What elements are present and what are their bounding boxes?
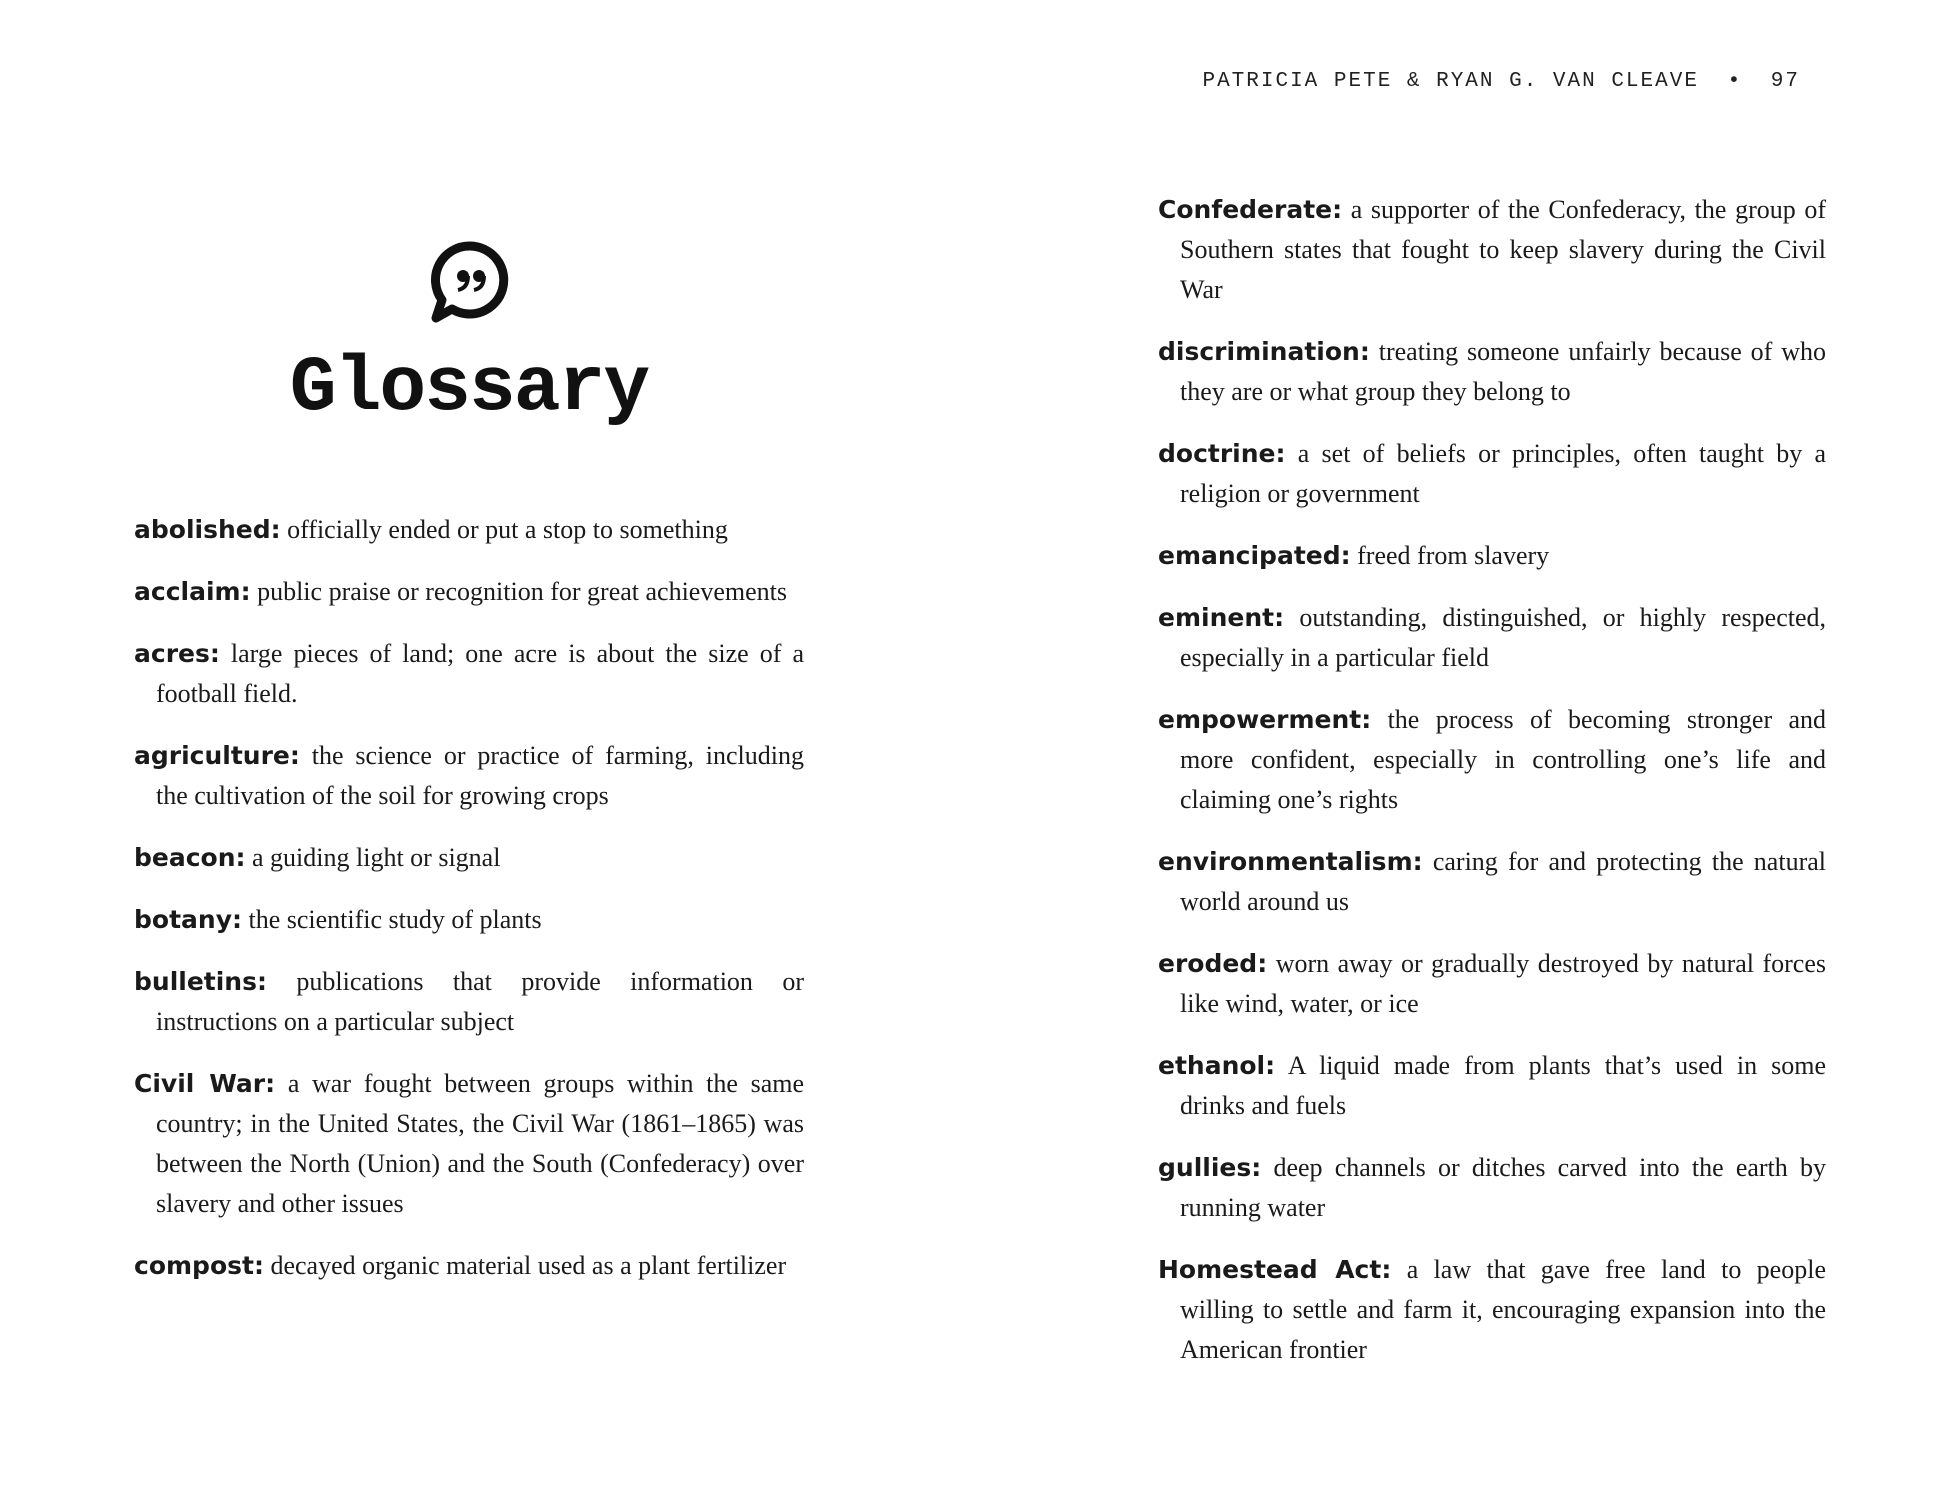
quote-bubble-icon [428,240,512,324]
glossary-entry [134,1246,804,1286]
glossary-definition: a law that gave free land to people willing to settle and farm it, encouraging expansion into the American frontier [1180,1255,1826,1364]
glossary-definition: the scientific study of plants [248,905,542,934]
glossary-entry [134,838,804,878]
glossary-definition: A liquid made from plants that’s used in some drinks and fuels [1180,1051,1826,1120]
glossary-list-left [134,510,804,1308]
glossary-entry [1158,598,1826,678]
glossary-definition: large pieces of land; one acre is about the size of a football field. [156,639,804,708]
glossary-definition: public praise or recognition for great achievements [257,577,787,606]
glossary-term: botany: [134,905,242,934]
glossary-term: Civil War: [134,1069,276,1098]
glossary-definition: decayed organic material used as a plant fertilizer [270,1251,787,1280]
glossary-term: agriculture: [134,741,300,770]
glossary-term: doctrine: [1158,439,1286,468]
glossary-term: bulletins: [134,967,267,996]
glossary-definition: freed from slavery [1357,541,1550,570]
glossary-entry [1158,1250,1826,1370]
glossary-term: emancipated: [1158,541,1351,570]
glossary-entry [1158,536,1826,576]
glossary-term: beacon: [134,843,246,872]
glossary-term: abolished: [134,515,281,544]
glossary-entry [134,900,804,940]
glossary-definition: outstanding, distinguished, or highly respected, especially in a particular field [1180,603,1827,672]
glossary-entry [1158,944,1826,1024]
glossary-term: eminent: [1158,603,1285,632]
glossary-entry [134,634,804,714]
glossary-entry [1158,190,1826,310]
glossary-definition: a set of beliefs or principles, often taught by a religion or government [1180,439,1826,508]
glossary-entry [1158,1148,1826,1228]
glossary-definition: a war fought between groups within the same country; in the United States, the Civil War (1861–1865) was between the North (Union) and the South (Confederacy) over slavery and other issues [156,1069,805,1218]
glossary-term: compost: [134,1251,264,1280]
glossary-definition: caring for and protecting the natural world around us [1180,847,1826,916]
glossary-definition: worn away or gradually destroyed by natural forces like wind, water, or ice [1180,949,1826,1018]
running-head-separator: • [1727,70,1743,93]
glossary-entry [1158,434,1826,514]
glossary-definition: officially ended or put a stop to something [287,515,728,544]
glossary-term: Confederate: [1158,195,1343,224]
glossary-entry [134,1064,804,1224]
glossary-term: ethanol: [1158,1051,1276,1080]
glossary-definition: treating someone unfairly because of who they are or what group they belong to [1180,337,1826,406]
running-head-authors: PATRICIA PETE & RYAN G. VAN CLEAVE [1202,70,1699,93]
glossary-entry [134,572,804,612]
running-head [1186,70,1800,93]
glossary-entry [1158,842,1826,922]
glossary-term: acres: [134,639,220,668]
glossary-term: empowerment: [1158,705,1372,734]
glossary-definition: publications that provide information or instructions on a particular subject [156,967,804,1036]
glossary-list-right [1158,190,1826,1392]
glossary-entry [134,510,804,550]
glossary-term: discrimination: [1158,337,1370,366]
page-title: Glossary [289,345,649,433]
glossary-term: acclaim: [134,577,251,606]
glossary-entry [1158,700,1826,820]
glossary-term: environmentalism: [1158,847,1423,876]
glossary-term: eroded: [1158,949,1268,978]
glossary-entry [1158,332,1826,412]
glossary-definition: the process of becoming stronger and more confident, especially in controlling one’s life and claiming one’s rights [1180,705,1826,814]
glossary-definition: the science or practice of farming, including the cultivation of the soil for growing crops [156,741,804,810]
glossary-entry [134,962,804,1042]
glossary-entry [1158,1046,1826,1126]
glossary-term: gullies: [1158,1153,1262,1182]
glossary-definition: deep channels or ditches carved into the earth by running water [1180,1153,1827,1222]
glossary-entry [134,736,804,816]
glossary-term: Homestead Act: [1158,1255,1392,1284]
page-number: 97 [1770,70,1800,93]
glossary-definition: a supporter of the Confederacy, the group of Southern states that fought to keep slavery during the Civil War [1180,195,1827,304]
glossary-definition: a guiding light or signal [252,843,501,872]
